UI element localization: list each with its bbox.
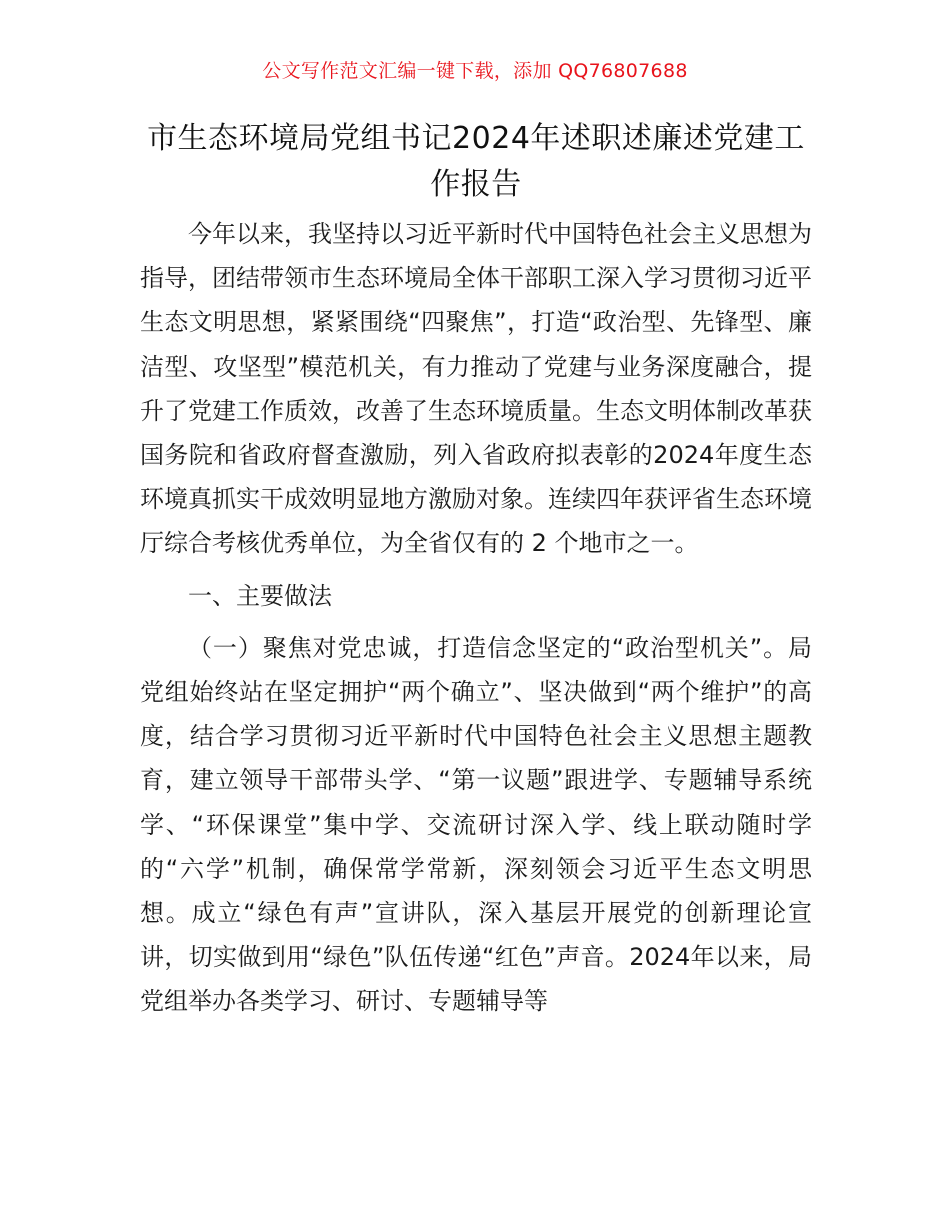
document-body [140, 212, 812, 1024]
paragraph-intro: 今年以来，我坚持以习近平新时代中国特色社会主义思想为指导，团结带领市生态环境局全体干部职工深入学习贯彻习近平生态文明思想，紧紧围绕“四聚焦”，打造“政治型、先锋型、廉洁型、攻坚型”模范机关，有力推动了党建与业务深度融合，提升了党建工作质效，改善了生态环境质量。生态文明体制改革获国务院和省政府督查激励，列入省政府拟表彰的2024年度生态环境真抓实干成效明显地方激励对象。连续四年获评省生态环境厅综合考核优秀单位，为全省仅有的 2 个地市之一。 [140, 220, 812, 558]
paragraph-section-1: （一）聚焦对党忠诚，打造信念坚定的“政治型机关”。局党组始终站在坚定拥护“两个确立”、坚决做到“两个维护”的高度，结合学习贯彻习近平新时代中国特色社会主义思想主题教育，建立领导干部带头学、“第一议题”跟进学、专题辅导系统学、“环保课堂”集中学、交流研讨深入学、线上联动随时学的“六学”机制，确保常学常新，深刻领会习近平生态文明思想。成立“绿色有声”宣讲队，深入基层开展党的创新理论宣讲，切实做到用“绿色”队伍传递“红色”声音。2024年以来，局党组举办各类学习、研讨、专题辅导等 [140, 633, 812, 1016]
promo-banner[interactable]: 公文写作范文汇编一键下载，添加 QQ76807688 [262, 60, 688, 82]
section-heading: 一、主要做法 [188, 581, 332, 610]
document-title: 市生态环境局党组书记2024年述职述廉述党建工作报告 [147, 121, 805, 202]
